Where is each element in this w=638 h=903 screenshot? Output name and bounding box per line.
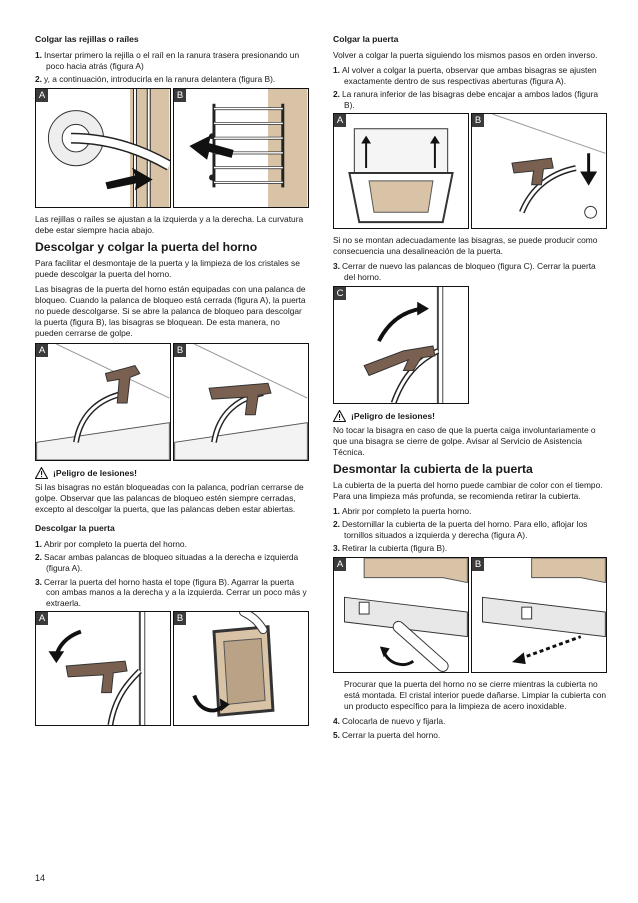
figure-panel-c	[333, 286, 469, 404]
cover-screws-illustration	[334, 558, 468, 672]
figure-racks	[35, 88, 309, 208]
list-item: 2. La ranura inferior de las bisagras debe encajar a ambos lados (figura B).	[333, 89, 599, 110]
lever-open-illustration	[36, 612, 170, 725]
list-item: 1. Abrir por completo la puerta del horno.	[35, 538, 187, 549]
list-item: 1. Abrir por completo la puerta horno.	[333, 505, 472, 516]
figure-panel-b	[173, 88, 309, 208]
list-item: 2. Sacar ambas palancas de bloqueo situadas a la derecha e izquierda (figura A).	[35, 552, 299, 573]
figure-tag: B	[174, 89, 186, 102]
door-hinges-insert-illustration	[334, 114, 468, 228]
hinge-slot-illustration	[472, 114, 606, 228]
figure-panel-a	[333, 113, 469, 229]
paragraph: Las bisagras de la puerta del horno están equipadas con una palanca de bloqueo. Cuando la palanca de bloqueo está cerrada (figura A), la puerta no puede descolgarse. Si se abre la palanca de bloqueo para descolgar la puerta (figura B), las bisagras se bloquean. De esta manera, no pueden cerrarse de golpe.	[35, 283, 306, 338]
figure-tag: C	[334, 287, 346, 300]
figure-panel-b	[173, 611, 309, 726]
left-column	[35, 26, 309, 732]
figure-panel-a	[35, 343, 171, 461]
paragraph: Si no se montan adecuadamente las bisagras, se puede producir como consecuencia una desalineación de la puerta.	[333, 235, 598, 257]
list-item: 3. Retirar la cubierta (figura B).	[333, 543, 448, 554]
figure-hinge-lever	[35, 343, 309, 461]
figure-tag: A	[334, 114, 346, 127]
list-item: 5. Cerrar la puerta del horno.	[333, 729, 441, 740]
warning-heading: ¡Peligro de lesiones!	[35, 467, 309, 479]
page-number: 14	[35, 873, 46, 883]
rack-rear-illustration	[36, 89, 170, 207]
list-item: 3. Cerrar de nuevo las palancas de bloqueo (figura C). Cerrar la puerta del horno.	[333, 261, 596, 282]
warning-heading: ¡Peligro de lesiones!	[333, 410, 607, 422]
figure-panel-a	[35, 611, 171, 726]
list-item: 1. Insertar primero la rejilla o el raíl en la ranura trasera presionando un poco hacia atrás (figura A)	[35, 50, 300, 71]
figure-panel-b	[471, 557, 607, 673]
warning-text: No tocar la bisagra en caso de que la puerta caiga involuntariamente o que una bisagra se cierre de golpe. Avisar al Servicio de Asistencia Técnica.	[333, 424, 596, 457]
cover-note: Procurar que la puerta del horno no se cierre mientras la cubierta no está montada. El cristal interior puede dañarse. Limpiar la cubierta con un producto específico para la limpieza de acero inoxidable.	[344, 678, 607, 711]
section-title-remove-door: Descolgar la puerta	[35, 522, 115, 533]
figure-tag: B	[174, 612, 186, 625]
list-item: 4. Colocarla de nuevo y fijarla.	[333, 715, 446, 726]
cover-removal-illustration	[472, 558, 606, 672]
paragraph: Volver a colgar la puerta siguiendo los mismos pasos en orden inverso.	[333, 50, 598, 60]
figure-panel-a	[333, 557, 469, 673]
figure-tag: B	[472, 558, 484, 571]
paragraph: Para facilitar el desmontaje de la puerta y la limpieza de los cristales se puede descolgar la puerta del horno.	[35, 257, 300, 279]
section-title-cover: Desmontar la cubierta de la puerta	[333, 461, 533, 476]
section-title-door: Descolgar y colgar la puerta del horno	[35, 239, 258, 254]
paragraph: La cubierta de la puerta del horno puede cambiar de color con el tiempo. Para una limpieza más profunda, se recomienda retirar la cubierta.	[333, 479, 603, 501]
hinge-open-illustration	[174, 344, 308, 460]
figure-hang-door	[333, 113, 607, 229]
section-title-hang-door: Colgar la puerta	[333, 34, 399, 44]
lever-close-illustration	[334, 287, 468, 403]
figure-tag: B	[472, 114, 484, 127]
list-item: 2. Destornillar la cubierta de la puerta del horno. Para ello, aflojar los tornillos situados a izquierda y derecha (figura A).	[333, 519, 588, 540]
figure-tag: B	[174, 344, 186, 357]
figure-remove-door	[35, 611, 309, 726]
figure-tag: A	[36, 612, 48, 625]
warning-text: Si las bisagras no están bloqueadas con la palanca, podrían cerrarse de golpe. Observar que las palancas de bloqueo estén siempre cerradas, excepto al descolgar la puerta, que las palancas deben estar abiertas.	[35, 481, 304, 514]
figure-cover	[333, 557, 607, 673]
figure-close-lever	[333, 286, 469, 404]
figure-tag: A	[36, 344, 48, 357]
warning-icon	[333, 410, 346, 422]
figure-tag: A	[334, 558, 346, 571]
figure-panel-b	[471, 113, 607, 229]
rack-note: Las rejillas o raíles se ajustan a la izquierda y a la derecha. La curvatura debe estar siempre hacia abajo.	[35, 213, 304, 235]
section-title-hang-racks: Colgar las rejillas o raíles	[35, 34, 139, 44]
list-item: 1. Al volver a colgar la puerta, observar que ambas bisagras se ajusten exactamente dentro de sus respectivas aberturas (figura A).	[333, 65, 597, 86]
right-column	[333, 26, 607, 743]
hinge-closed-illustration	[36, 344, 170, 460]
rack-front-illustration	[174, 89, 308, 207]
figure-panel-b	[173, 343, 309, 461]
warning-icon	[35, 467, 48, 479]
list-item: 3. Cerrar la puerta del horno hasta el tope (figura B). Agarrar la puerta con ambas manos a la derecha y a la izquierda. Cerrar un poco más y extraerla.	[35, 576, 307, 608]
figure-panel-a	[35, 88, 171, 208]
list-item: 2. y, a continuación, introducirla en la ranura delantera (figura B).	[35, 74, 276, 85]
door-removal-illustration	[174, 612, 308, 725]
figure-tag: A	[36, 89, 48, 102]
